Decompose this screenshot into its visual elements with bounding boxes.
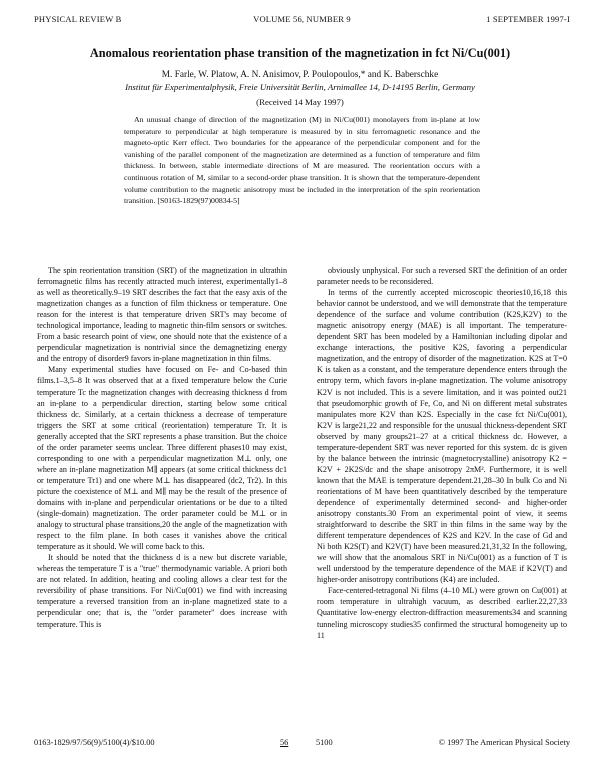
running-header — [34, 14, 570, 28]
page-number: 5100 — [316, 738, 333, 747]
body-paragraph: In terms of the currently accepted microscopic theories10,16,18 this behavior cannot be understood, and we will demonstrate that the temperature dependence of the surface and volume contribution (K2S,K2V) to the magnetic anisotropy energy (MAE) is all important. The temperature-dependent SRT has been modeled by a Hamiltonian including dipolar and exchange interactions, the positive K2S, favoring a perpendicular magnetization, and the entropy of disorder of the magnetization. K2S at T=0 K is taken as a constant, and the temperature dependence enters through the entropy term, which favors in-plane magnetization. The volume anisotropy K2V is not included. This is a severe limitation, and it was pointed out21 that pseudomorphic growth of Fe, Co, and Ni on different metal substrates manipulates more K2V than K2S. Especially in the case fct Ni/Cu(001), K2V is large21,22 and responsible for the unusual thickness-dependent SRT observed by many groups21–27 at a critical thickness dc. However, a temperature-dependent SRT was never reported for this system. dc is given by the balance between the intrinsic (magnetocrystalline) anisotropy K2 = K2V + 2K2S/dc and the shape anisotropy 2πM². Furthermore, it is well known that the MAE is temperature dependent.21,28–30 In bulk Co and Ni reorientations of M have been quantitatively described by the temperature dependence of experimentally determined second- and higher-order anisotropy constants.30 From an experimental point of view, it seems straightforward to describe the SRT in thin films in the same way by the different temperature dependences of K2S and K2V. In the case of Gd and Ni both K2S(T) and K2V(T) have been measured.21,31,32 In the following, we will show that the anomalous SRT in Ni/Cu(001) as a function of T is well understood by the temperature dependence of the MAE if K2V(T) and higher-order anisotropy contributions (K4) are included. — [317, 288, 567, 585]
received-date: (Received 14 May 1997) — [256, 97, 344, 107]
footer-volume: 56 — [280, 738, 289, 747]
affiliation: Institut für Experimentalphysik, Freie Universität Berlin, Arnimallee 14, D-14195 Berlin, Germany — [125, 82, 475, 92]
body-paragraph: It should be noted that the thickness d is a new but discrete variable, whereas the temperature T is a "true" thermodynamic variable. A priori both are not related. In addition, heating and cooling allows a clear test for the reversibility of phase transitions. For Ni/Cu(001) we find with increasing temperature a reversed transition from an in-plane magnetized state to a perpendicular one; that is, the "order parameter" does increase with temperature. This is — [37, 553, 287, 629]
issue-date: 1 SEPTEMBER 1997-I — [486, 14, 570, 24]
paper-title: Anomalous reorientation phase transition of the magnetization in fct Ni/Cu(001) — [89, 46, 511, 60]
abstract: An unusual change of direction of the magnetization (M) in Ni/Cu(001) monolayers from in-plane at low temperature to perpendicular at high temperature is measured by in situ ferromagnetic resonance and the magneto-optic Kerr effect. Two boundaries for the appearance of the perpendicular component and for the vanishing of the parallel component of the magnetization are determined as a function of temperature and film thickness. In between, stable intermediate directions of M are measured. The reorientation occurs with a continuous rotation of M, similar to a second-order phase transition. It is shown that the temperature-dependent volume contribution to the magnetic anisotropy must be included in the interpretation of the spin reorientation transition. [S0163-1829(97)00834-5] — [124, 115, 480, 206]
body-column-right — [317, 265, 567, 727]
body-column-left — [37, 265, 287, 727]
body-paragraph: obviously unphysical. For such a reversed SRT the definition of an order parameter needs to be reconsidered. — [317, 266, 567, 287]
body-paragraph: Many experimental studies have focused on Fe- and Co-based thin films.1–3,5–8 It was observed that at a fixed temperature below the Curie temperature Tc the magnetization changes with decreasing thickness d from an in-plane to a perpendicular direction, starting below some critical thickness dc. Similarly, at a certain thickness a decrease of temperature triggers the SRT at some critical (reorientation) temperature Tr. It is generally accepted that the SRT represents a phase transition. But the choice of the order parameter seems unclear. Three different phases10 may exist, corresponding to one with a perpendicular magnetization M⊥ only, one where an in-plane magnetization M∥ appears (at some critical thickness dc1 or temperature Tr1) and one where M⊥ has disappeared (dc2, Tr2). In this picture the coexistence of M⊥ and M∥ may be the result of the presence of domains with in-plane and perpendicular orientations or be due to a tilted (single-domain) magnetization. The order parameter could be M⊥ or in analogy to structural phase transitions,20 the angle of the magnetization with respect to the film plane. In both cases it vanishes above the critical temperature as it should. We will come back to this. — [37, 365, 287, 552]
volume-number: VOLUME 56, NUMBER 9 — [253, 14, 351, 24]
journal-name: PHYSICAL REVIEW B — [34, 14, 122, 24]
author-list: M. Farle, W. Platow, A. N. Anisimov, P. Poulopoulos,* and K. Baberschke — [161, 70, 439, 80]
body-paragraph: The spin reorientation transition (SRT) of the magnetization in ultrathin ferromagnetic films has recently attracted much interest, experimentally1–8 as well as theoretically.9–19 SRT describes the fact that the easy axis of the magnetization changes as a function of film thickness or temperature. One reason for the interest is that temperature driven SRT's may become of technological importance, leading to magnetic thin-film sensors or switches. From a basic research point of view, one should note that the existence of a perpendicular magnetization is nontrivial since the demagnetizing energy and the entropy of disorder9 favors in-plane magnetization in thin films. — [37, 266, 287, 364]
copyright: © 1997 The American Physical Society — [438, 738, 570, 747]
body-paragraph: Face-centered-tetragonal Ni films (4–10 ML) were grown on Cu(001) at room temperature in ultrahigh vacuum, as described earlier.22,27,33 Quantitative low-energy electron-diffraction measurements34 and scanning tunneling microscopy studies35 confirmed the structural homogeneity up to 11 — [317, 586, 567, 640]
article-code: 0163-1829/97/56(9)/5100(4)/$10.00 — [34, 738, 155, 747]
page-footer — [34, 738, 570, 752]
